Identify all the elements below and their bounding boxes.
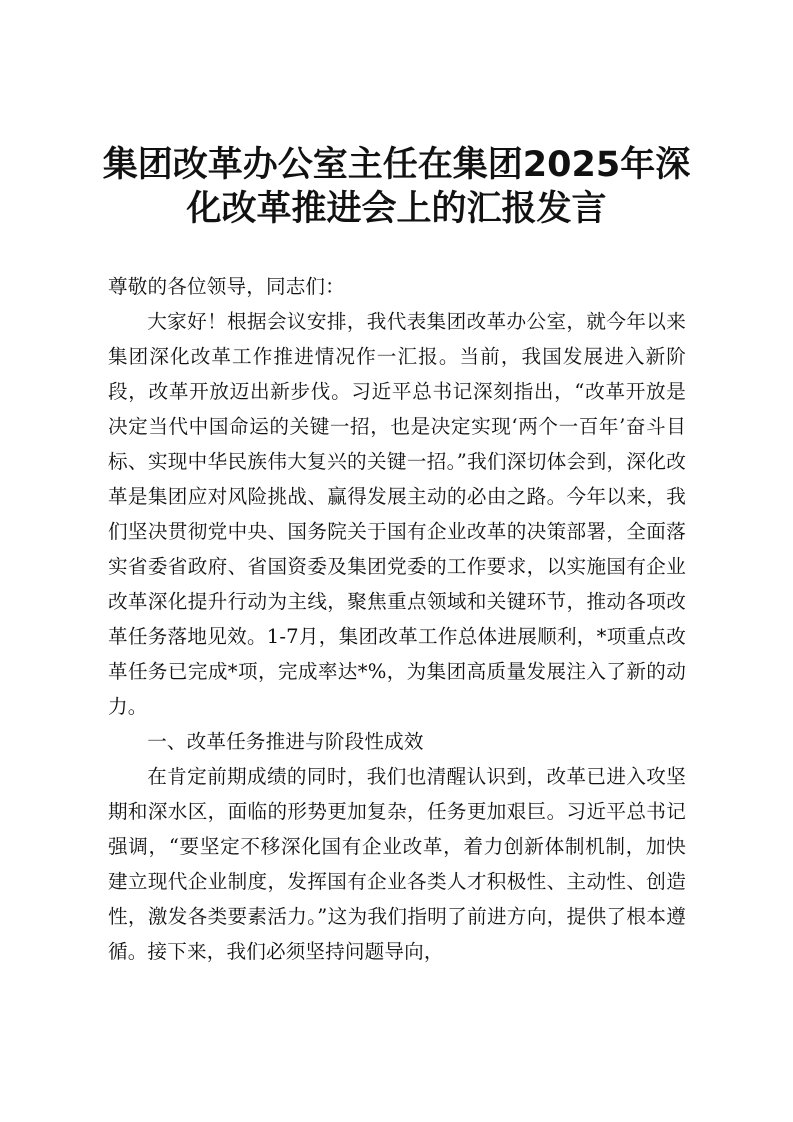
body-paragraph: 在肯定前期成绩的同时，我们也清醒认识到，改革已进入攻坚期和深水区，面临的形势更加复杂，任务更加艰巨。习近平总书记强调，“要坚定不移深化国有企业改革，着力创新体制机制，加快建立现代企业制度，发挥国有企业各类人才积极性、主动性、创造性，激发各类要素活力。”这为我们指明了前进方向，提供了根本遵循。接下来，我们必须坚持问题导向， <box>108 765 686 963</box>
section-heading: 一、改革任务推进与阶段性成效 <box>147 730 424 753</box>
opening-paragraph: 大家好！根据会议安排，我代表集团改革办公室，就今年以来集团深化改革工作推进情况作一汇报。当前，我国发展进入新阶段，改革开放迈出新步伐。习近平总书记深刻指出，“改革开放是决定当代中国命运的关键一招，也是决定实现‘两个一百年’奋斗目标、实现中华民族伟大复兴的关键一招。”我们深切体会到，深化改革是集团应对风险挑战、赢得发展主动的必由之路。今年以来，我们坚决贯彻党中央、国务院关于国有企业改革的决策部署，全面落实省委省政府、省国资委及集团党委的工作要求，以实施国有企业改革深化提升行动为主线，聚焦重点领域和关键环节，推动各项改革任务落地见效。1-7月，集团改革工作总体进展顺利，*项重点改革任务已完成*项，完成率达*%，为集团高质量发展注入了新的动力。 <box>108 310 686 718</box>
title-line-1: 集团改革办公室主任在集团2025年深 <box>102 145 691 185</box>
document-body <box>108 269 686 969</box>
document-title <box>80 143 713 231</box>
title-line-2: 化改革推进会上的汇报发言 <box>186 189 607 229</box>
salutation: 尊敬的各位领导，同志们： <box>108 275 345 298</box>
